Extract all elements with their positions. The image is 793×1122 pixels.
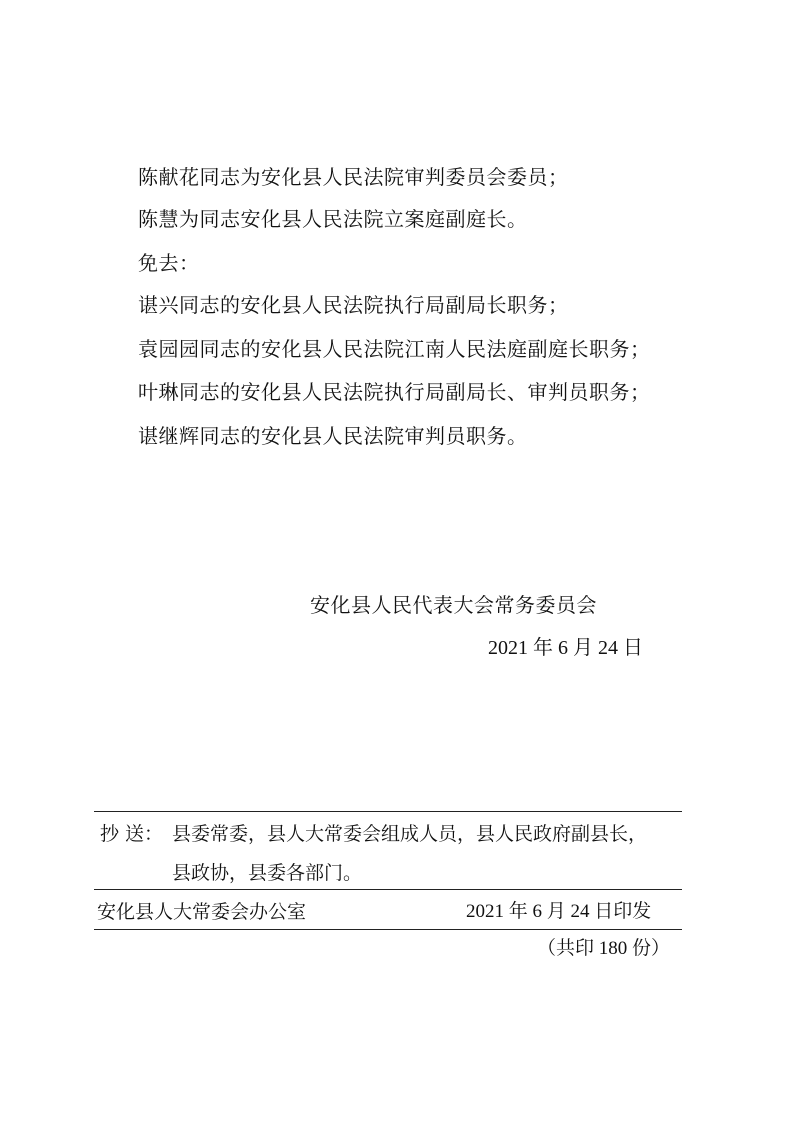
appointment-line-1: 陈献花同志为安化县人民法院审判委员会委员；: [138, 165, 569, 189]
distribution-recipients-line-2: 县政协，县委各部门。: [172, 862, 363, 884]
issuer-office: 安化县人大常委会办公室: [97, 901, 307, 923]
appointment-line-2: 陈慧为同志安化县人民法院立案庭副庭长。: [138, 207, 528, 231]
signature-organization: 安化县人民代表大会常务委员会: [310, 593, 597, 617]
distribution-recipients-line-1: 县委常委，县人大常委会组成人员，县人民政府副县长，: [172, 823, 648, 845]
distribution-label: 抄 送：: [100, 823, 164, 845]
removal-line-2: 袁园园同志的安化县人民法院江南人民法庭副庭长职务；: [138, 337, 651, 361]
issue-date: 2021 年 6 月 24 日印发: [466, 901, 652, 922]
removal-line-3: 叶琳同志的安化县人民法院执行局副局长、审判员职务；: [138, 380, 651, 404]
signature-date: 2021 年 6 月 24 日: [488, 637, 643, 659]
divider-middle: [94, 889, 682, 890]
copies-count: （共印 180 份）: [537, 938, 671, 959]
removal-line-4: 谌继辉同志的安化县人民法院审判员职务。: [138, 424, 528, 448]
divider-bottom: [94, 929, 682, 930]
removal-heading: 免去：: [138, 251, 200, 275]
removal-line-1: 谌兴同志的安化县人民法院执行局副局长职务；: [138, 293, 569, 317]
divider-top: [94, 811, 682, 812]
